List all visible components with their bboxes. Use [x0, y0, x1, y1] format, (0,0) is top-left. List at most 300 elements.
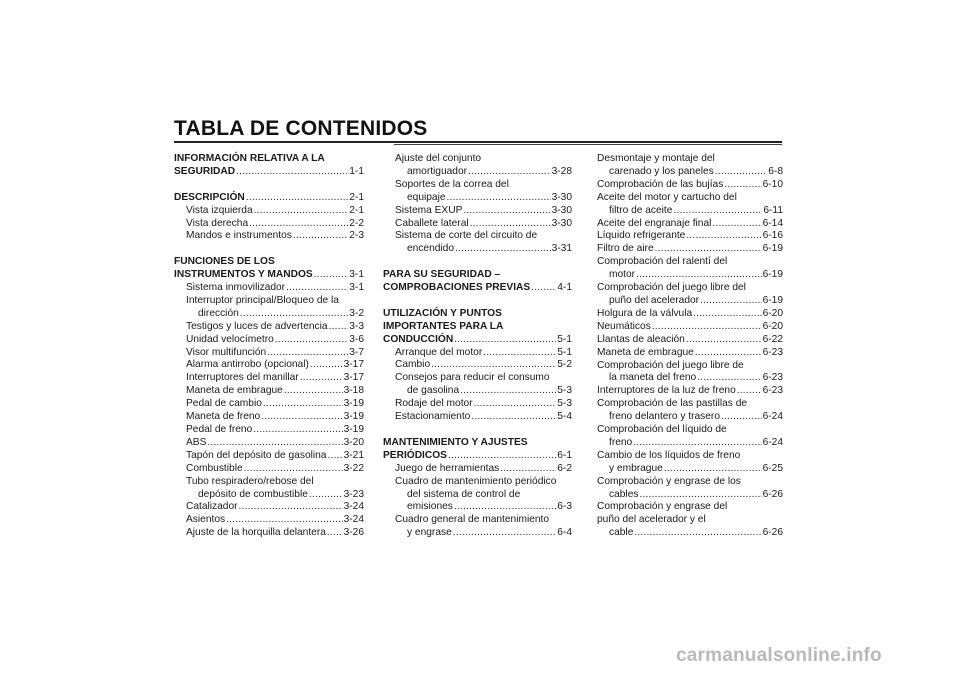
- toc-entry[interactable]: [174, 501, 364, 514]
- toc-entry-text-line: Sistema de corte del circuito de: [395, 230, 538, 242]
- toc-page-number: 3-18: [343, 385, 364, 397]
- toc-entry-line: [395, 527, 572, 540]
- toc-entry-text-line: MANTENIMIENTO Y AJUSTES: [383, 436, 528, 448]
- toc-entry-line: [186, 424, 364, 437]
- toc-entry-label: Arranque del motor: [395, 346, 483, 358]
- toc-entry-line: [395, 411, 572, 424]
- toc-entry-label: y embrague: [609, 462, 663, 474]
- toc-entry-label: Filtro de aire: [597, 243, 654, 255]
- toc-entry-text-line: IMPORTANTES PARA LA: [383, 320, 504, 332]
- leader-dots: [664, 463, 762, 476]
- toc-page-number: 2-1: [349, 204, 364, 216]
- toc-entry-line: [186, 411, 364, 424]
- toc-entry-line: [597, 527, 783, 540]
- toc-page-number: 6-14: [762, 217, 783, 229]
- toc-entry-label: Maneta de freno: [186, 411, 261, 423]
- toc-entry[interactable]: [597, 218, 783, 231]
- leader-dots: [454, 501, 556, 514]
- toc-entry[interactable]: [174, 450, 364, 463]
- toc-column-2: [383, 153, 572, 540]
- toc-entry-line: [597, 411, 783, 424]
- leader-dots: [474, 398, 557, 411]
- toc-page-number: 3-30: [551, 191, 572, 203]
- leader-dots: [633, 437, 761, 450]
- toc-entry[interactable]: [383, 411, 572, 424]
- toc-entry[interactable]: [597, 398, 783, 424]
- toc-entry-text-line: Comprobación del juego libre de: [597, 359, 744, 371]
- toc-entry-line: [597, 308, 783, 321]
- toc-page-number: 3-7: [349, 346, 364, 358]
- toc-entry-line: [597, 321, 783, 334]
- toc-entry[interactable]: [383, 347, 572, 360]
- toc-page-number: 6-26: [762, 527, 783, 539]
- toc-entry[interactable]: [174, 347, 364, 360]
- toc-entry-label: cables: [609, 488, 639, 500]
- leader-dots: [636, 269, 762, 282]
- leader-dots: [715, 166, 767, 179]
- toc-entry-text-line: Comprobación del ralentí del: [597, 256, 728, 268]
- section-gap: [174, 179, 364, 192]
- leader-dots: [261, 411, 342, 424]
- toc-entry[interactable]: [174, 476, 364, 502]
- toc-entry-label: Caballete lateral: [395, 217, 469, 229]
- toc-entry[interactable]: [174, 372, 364, 385]
- toc-entry-line: [186, 359, 364, 372]
- toc-entry[interactable]: [383, 205, 572, 218]
- toc-page-number: 5-2: [557, 359, 572, 371]
- toc-entry-line: [597, 334, 783, 347]
- title-rule: [174, 141, 782, 143]
- toc-page-number: 3-19: [343, 424, 364, 435]
- leader-dots: [471, 411, 556, 424]
- toc-entry-line: [395, 243, 572, 256]
- section-gap: [383, 424, 572, 437]
- toc-entry[interactable]: [174, 334, 364, 347]
- toc-entry-text-line: Cuadro general de mantenimiento: [395, 514, 550, 526]
- toc-entry[interactable]: [597, 256, 783, 282]
- toc-entry-text-line: UTILIZACIÓN Y PUNTOS: [383, 307, 502, 319]
- toc-entry[interactable]: [597, 230, 783, 243]
- leader-dots: [463, 205, 550, 218]
- leader-dots: [483, 347, 556, 360]
- toc-entry-text-line: Comprobación y engrase de los: [597, 475, 741, 487]
- toc-entry[interactable]: [597, 424, 783, 450]
- toc-entry-label: depósito de combustible: [198, 488, 308, 500]
- toc-entry[interactable]: [597, 243, 783, 256]
- leader-dots: [447, 192, 551, 205]
- toc-entry-label: Juego de herramientas: [395, 462, 500, 474]
- section-gap: [383, 295, 572, 308]
- toc-entry-label: INSTRUMENTOS Y MANDOS: [174, 269, 313, 281]
- toc-entry-line: [597, 385, 783, 398]
- toc-entry[interactable]: [597, 321, 783, 334]
- toc-entry[interactable]: [174, 463, 364, 476]
- toc-page-number: 5-4: [557, 411, 572, 423]
- toc-page-number: 6-26: [762, 488, 783, 500]
- toc-page-number: 3-30: [551, 217, 572, 229]
- toc-entry-line: [395, 192, 572, 205]
- toc-entry-text-line: Consejos para reducir el consumo: [395, 372, 550, 384]
- toc-entry-line: [186, 372, 364, 385]
- leader-dots: [327, 450, 342, 463]
- leader-dots: [253, 424, 342, 437]
- toc-entry-line: [186, 489, 364, 502]
- toc-entry[interactable]: [597, 360, 783, 386]
- leader-dots: [448, 450, 556, 463]
- toc-entry-label: la maneta del freno: [609, 372, 697, 384]
- toc-page-number: 6-11: [763, 204, 783, 216]
- leader-dots: [634, 527, 761, 540]
- toc-entry-label: COMPROBACIONES PREVIAS: [383, 282, 531, 294]
- toc-page-number: 3-1: [349, 269, 364, 281]
- toc-entry[interactable]: [597, 385, 783, 398]
- leader-dots: [310, 359, 343, 372]
- toc-page-number: 3-23: [343, 488, 364, 500]
- toc-entry-label: Unidad velocímetro: [186, 333, 274, 345]
- toc-entry[interactable]: [597, 282, 783, 308]
- toc-entry[interactable]: [383, 463, 572, 476]
- toc-entry[interactable]: [383, 179, 572, 205]
- toc-page-number: 3-19: [343, 411, 364, 423]
- toc-page-number: 5-3: [557, 398, 572, 410]
- leader-dots: [329, 321, 349, 334]
- toc-entry-line: [597, 205, 783, 218]
- toc-page-number: 3-24: [343, 514, 364, 526]
- toc-entry-text-line: Tubo respiradero/rebose del: [186, 475, 314, 487]
- toc-entry-label: Cambio: [395, 359, 431, 371]
- toc-entry-text-line: Cambio de los líquidos de freno: [597, 449, 741, 461]
- toc-page-number: 6-24: [762, 436, 783, 448]
- leader-dots: [468, 166, 551, 179]
- leader-dots: [697, 372, 761, 385]
- toc-page-number: 6-3: [557, 501, 572, 513]
- toc-column-1: [174, 153, 364, 540]
- toc-entry-line: [597, 295, 783, 308]
- toc-entry-line: [186, 282, 364, 295]
- leader-dots: [721, 411, 762, 424]
- toc-entry-label: y engrase: [407, 527, 452, 539]
- leader-dots: [284, 385, 343, 398]
- toc-entry[interactable]: [383, 230, 572, 256]
- toc-entry-line: [395, 463, 572, 476]
- toc-entry-text-line: Soportes de la correa del: [395, 178, 509, 190]
- leader-dots: [263, 398, 343, 411]
- toc-page-number: 3-24: [343, 501, 364, 513]
- toc-entry-label: Maneta de embrague: [186, 385, 283, 397]
- toc-entry-line: [395, 398, 572, 411]
- title-rule-secondary: [394, 144, 782, 145]
- leader-dots: [267, 347, 348, 360]
- toc-entry[interactable]: [174, 437, 364, 450]
- toc-page-number: 6-23: [762, 346, 783, 358]
- leader-dots: [460, 385, 556, 398]
- toc-entry[interactable]: [597, 334, 783, 347]
- toc-entry-label: motor: [609, 269, 636, 281]
- page-title: TABLA DE CONTENIDOS: [174, 117, 428, 140]
- leader-dots: [226, 514, 343, 527]
- leader-dots: [724, 179, 761, 192]
- leader-dots: [254, 205, 349, 218]
- toc-entry-text-line: Comprobación de las pastillas de: [597, 398, 748, 410]
- toc-entry-line: [186, 321, 364, 334]
- toc-page-number: 3-17: [343, 372, 364, 384]
- toc-entry[interactable]: [174, 230, 364, 243]
- toc-entry-line: [186, 308, 364, 321]
- toc-entry-text-line: Aceite del motor y cartucho del: [597, 191, 737, 203]
- leader-dots: [455, 243, 551, 256]
- toc-entry-text-line: Comprobación del líquido de: [597, 424, 727, 436]
- toc-entry[interactable]: [174, 321, 364, 334]
- leader-dots: [327, 527, 343, 540]
- toc-page-number: 5-1: [557, 333, 572, 345]
- toc-entry[interactable]: [383, 372, 572, 398]
- toc-entry-label: filtro de aceite: [609, 204, 673, 216]
- toc-page-number: 3-20: [343, 436, 364, 448]
- toc-entry[interactable]: [174, 424, 364, 437]
- toc-entry-label: Combustible: [186, 462, 243, 474]
- leader-dots: [286, 282, 348, 295]
- toc-page-number: 3-6: [349, 333, 364, 345]
- toc-page-number: 3-30: [551, 204, 572, 216]
- leader-dots: [695, 347, 762, 360]
- toc-entry[interactable]: [597, 308, 783, 321]
- leader-dots: [712, 218, 761, 231]
- toc-entry-label: SEGURIDAD: [174, 165, 236, 177]
- toc-entry-line: [395, 218, 572, 231]
- toc-page-number: 3-1: [349, 282, 364, 294]
- toc-entry-label: Pedal de freno: [186, 424, 253, 435]
- toc-entry-line: [597, 347, 783, 360]
- toc-entry-text-line: del sistema de control de: [407, 488, 521, 500]
- toc-page-number: 6-2: [557, 462, 572, 474]
- toc-entry-line: [597, 463, 783, 476]
- toc-page-number: 6-22: [762, 333, 783, 345]
- toc-entry-text-line: FUNCIONES DE LOS: [174, 256, 275, 268]
- toc-entry-line: [186, 527, 364, 540]
- toc-entry-line: [174, 269, 364, 282]
- leader-dots: [309, 489, 343, 502]
- toc-entry-line: [597, 230, 783, 243]
- toc-page-number: 3-28: [551, 165, 572, 177]
- leader-dots: [431, 359, 556, 372]
- toc-entry-line: [186, 450, 364, 463]
- toc-entry[interactable]: [597, 450, 783, 476]
- leader-dots: [531, 282, 556, 295]
- toc-entry[interactable]: [174, 218, 364, 231]
- toc-entry-line: [597, 218, 783, 231]
- toc-page-number: 1-1: [349, 165, 364, 177]
- toc-page-number: 3-2: [349, 307, 364, 319]
- leader-dots: [314, 269, 349, 282]
- toc-entry-label: emisiones: [407, 501, 453, 513]
- toc-entry-label: PERIÓDICOS: [383, 449, 447, 461]
- toc-entry[interactable]: [174, 527, 364, 540]
- toc-entry-line: [597, 437, 783, 450]
- toc-entry[interactable]: [174, 385, 364, 398]
- toc-page-number: 6-19: [762, 269, 783, 281]
- toc-entry-label: carenado y los paneles: [609, 165, 714, 177]
- toc-entry[interactable]: [383, 514, 572, 540]
- toc-entry-label: de gasolina: [407, 385, 460, 397]
- leader-dots: [673, 205, 762, 218]
- toc-page-number: 6-1: [557, 449, 572, 461]
- toc-page-number: 6-19: [762, 294, 783, 306]
- toc-entry-line: [186, 501, 364, 514]
- toc-entry[interactable]: [174, 282, 364, 295]
- toc-entry-line: [186, 463, 364, 476]
- toc-entry-label: Rodaje del motor: [395, 398, 473, 410]
- toc-entry-line: [186, 514, 364, 527]
- toc-entry[interactable]: [597, 179, 783, 192]
- toc-entry-label: DESCRIPCIÓN: [174, 191, 245, 203]
- toc-entry-label: Testigos y luces de advertencia: [186, 320, 328, 332]
- leader-dots: [453, 527, 557, 540]
- toc-entry[interactable]: [174, 514, 364, 527]
- toc-entry-line: [597, 179, 783, 192]
- toc-entry[interactable]: [174, 411, 364, 424]
- toc-entry-line: [186, 398, 364, 411]
- toc-entry-label: ABS: [186, 436, 207, 448]
- leader-dots: [470, 218, 551, 231]
- toc-page-number: 3-31: [551, 243, 572, 255]
- toc-entry-label: Interruptores de la luz de freno: [597, 385, 736, 397]
- toc-entry[interactable]: [597, 476, 783, 502]
- leader-dots: [737, 385, 762, 398]
- toc-entry-text-line: INFORMACIÓN RELATIVA A LA: [174, 153, 325, 164]
- toc-section-entry[interactable]: [174, 192, 364, 205]
- toc-page-number: 2-3: [349, 230, 364, 242]
- toc-entry-label: Estacionamiento: [395, 411, 471, 423]
- leader-dots: [686, 230, 761, 243]
- toc-entry-label: Sistema EXUP: [395, 204, 463, 216]
- toc-page-number: 6-20: [762, 320, 783, 332]
- toc-entry-text-line: Interruptor principal/Bloqueo de la: [186, 294, 339, 306]
- toc-section-entry[interactable]: [174, 256, 364, 282]
- toc-entry-label: Interruptores del manillar: [186, 372, 299, 384]
- toc-section-entry[interactable]: [174, 153, 364, 179]
- toc-entry[interactable]: [383, 476, 572, 515]
- leader-dots: [207, 437, 342, 450]
- toc-entry-label: Vista derecha: [186, 217, 249, 229]
- toc-entry[interactable]: [383, 153, 572, 179]
- toc-entry-line: [186, 334, 364, 347]
- toc-entry[interactable]: [383, 398, 572, 411]
- toc-column-3: [597, 153, 783, 540]
- toc-page-number: 3-3: [349, 320, 364, 332]
- toc-entry[interactable]: [597, 153, 783, 179]
- toc-entry-line: [186, 385, 364, 398]
- toc-entry-line: [597, 489, 783, 502]
- toc-entry-label: Asientos: [186, 514, 226, 526]
- toc-entry-label: Visor multifunción: [186, 346, 267, 358]
- toc-entry-label: Líquido refrigerante: [597, 230, 686, 242]
- toc-entry-label: equipaje: [407, 191, 446, 203]
- toc-entry-line: [186, 437, 364, 450]
- toc-entry-label: Mandos e instrumentos: [186, 230, 292, 242]
- toc-entry-text-line: PARA SU SEGURIDAD –: [383, 269, 501, 281]
- toc-entry[interactable]: [174, 295, 364, 321]
- toc-entry-text-line: puño del acelerador y el: [597, 514, 706, 526]
- toc-entry-label: Pedal de cambio: [186, 398, 262, 410]
- toc-entry-label: Holgura de la válvula: [597, 307, 693, 319]
- leader-dots: [639, 489, 761, 502]
- toc-entry-line: [186, 230, 364, 243]
- toc-page-number: 6-10: [762, 178, 783, 190]
- toc-entry-line: [395, 347, 572, 360]
- toc-entry-label: Tapón del depósito de gasolina: [186, 449, 327, 461]
- leader-dots: [275, 334, 348, 347]
- toc-entry[interactable]: [597, 501, 783, 540]
- leader-dots: [244, 463, 343, 476]
- toc-entry-label: Neumáticos: [597, 320, 651, 332]
- toc-entry[interactable]: [597, 347, 783, 360]
- toc-entry-label: Llantas de aleación: [597, 333, 685, 345]
- toc-entry-label: encendido: [407, 243, 455, 255]
- toc-entry-text-line: Desmontaje y montaje del: [597, 153, 715, 164]
- toc-entry-text-line: Ajuste del conjunto: [395, 153, 482, 164]
- section-gap: [383, 256, 572, 269]
- toc-entry-label: dirección: [198, 307, 239, 319]
- toc-page-number: 6-25: [762, 462, 783, 474]
- watermark: carmanualsonline.info: [676, 645, 882, 666]
- toc-section-entry[interactable]: [383, 269, 572, 295]
- toc-entry-line: [174, 166, 364, 179]
- toc-entry[interactable]: [174, 359, 364, 372]
- toc-page-number: 4-1: [557, 282, 572, 294]
- toc-entry-label: Aceite del engranaje final: [597, 217, 712, 229]
- leader-dots: [693, 308, 761, 321]
- toc-page-number: 3-19: [343, 398, 364, 410]
- toc-entry-line: [395, 205, 572, 218]
- leader-dots: [240, 308, 348, 321]
- toc-entry-line: [186, 205, 364, 218]
- toc-entry-text-line: Comprobación y engrase del: [597, 501, 728, 513]
- toc-section-entry[interactable]: [383, 437, 572, 463]
- toc-entry-line: [383, 282, 572, 295]
- toc-entry-text-line: Cuadro de mantenimiento periódico: [395, 475, 557, 487]
- toc-entry-label: Comprobación de las bujías: [597, 178, 724, 190]
- toc-entry-label: amortiguador: [407, 165, 468, 177]
- toc-section-entry[interactable]: [383, 308, 572, 347]
- toc-entry[interactable]: [174, 398, 364, 411]
- toc-entry-label: Sistema inmovilizador: [186, 282, 286, 294]
- toc-page-number: 2-2: [349, 217, 364, 229]
- toc-entry-label: Vista izquierda: [186, 204, 253, 216]
- toc-entry-line: [395, 501, 572, 514]
- toc-entry-label: Maneta de embrague: [597, 346, 694, 358]
- toc-entry[interactable]: [383, 218, 572, 231]
- toc-entry-line: [395, 359, 572, 372]
- toc-entry-label: CONDUCCIÓN: [383, 333, 454, 345]
- toc-entry-line: [174, 192, 364, 205]
- toc-entry-label: puño del acelerador: [609, 294, 700, 306]
- toc-page-number: 6-23: [762, 372, 783, 384]
- section-gap: [174, 243, 364, 256]
- toc-page-number: 3-22: [343, 462, 364, 474]
- toc-entry[interactable]: [383, 359, 572, 372]
- toc-entry-line: [383, 450, 572, 463]
- toc-entry-label: cable: [609, 527, 634, 539]
- toc-entry[interactable]: [597, 192, 783, 218]
- toc-page-number: 6-24: [762, 411, 783, 423]
- leader-dots: [293, 230, 348, 243]
- toc-page-number: 3-17: [343, 359, 364, 371]
- toc-entry[interactable]: [174, 205, 364, 218]
- leader-dots: [700, 295, 762, 308]
- toc-entry-line: [597, 269, 783, 282]
- leader-dots: [652, 321, 762, 334]
- toc-page-number: 6-19: [762, 243, 783, 255]
